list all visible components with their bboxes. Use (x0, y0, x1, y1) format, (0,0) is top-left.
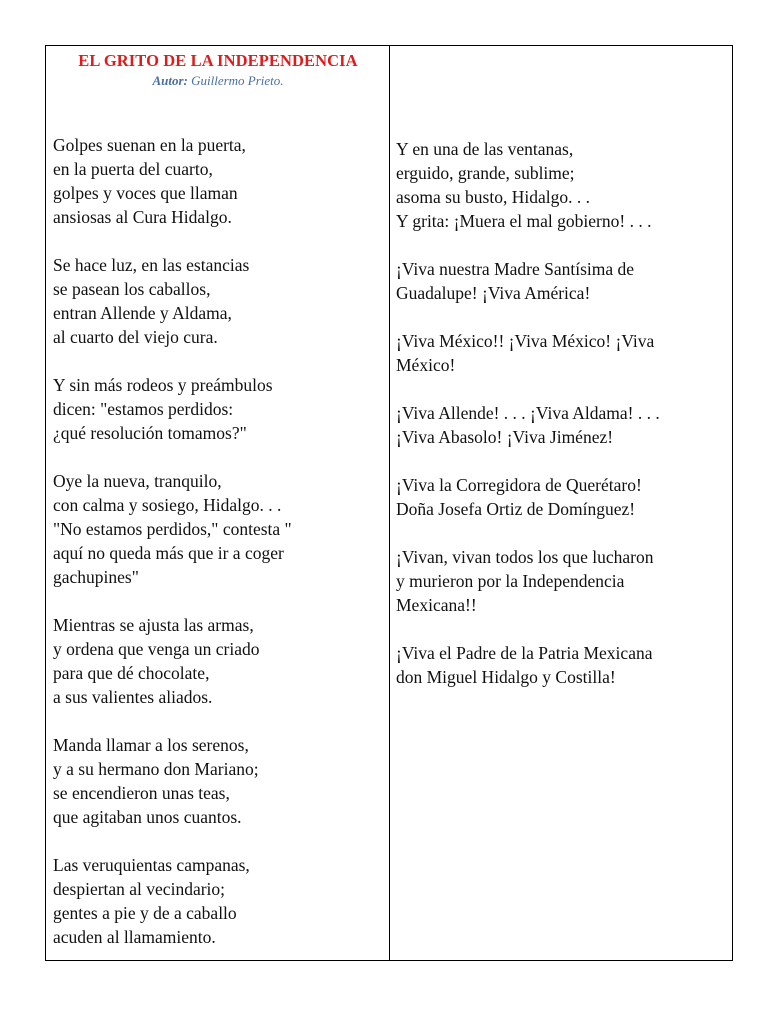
poem-line: Oye la nueva, tranquilo, (53, 471, 222, 491)
poem-table (45, 45, 733, 961)
poem-line: ¡Viva Abasolo! ¡Viva Jiménez! (396, 427, 614, 447)
poem-line: Guadalupe! ¡Viva América! (396, 283, 591, 303)
poem-line: Se hace luz, en las estancias (53, 255, 250, 275)
stanza (53, 253, 292, 349)
poem-line: se pasean los caballos, (53, 279, 211, 299)
poem-line: Y grita: ¡Muera el mal gobierno! . . . (396, 211, 652, 231)
poem-line: ¡Vivan, vivan todos los que lucharon (396, 547, 654, 567)
poem-line: con calma y sosiego, Hidalgo. . . (53, 495, 282, 515)
poem-line: ¡Viva la Corregidora de Querétaro! (396, 475, 642, 495)
poem-line: golpes y voces que llaman (53, 183, 238, 203)
poem-title: EL GRITO DE LA INDEPENDENCIA (78, 51, 358, 70)
poem-line: para que dé chocolate, (53, 663, 210, 683)
poem-line: ansiosas al Cura Hidalgo. (53, 207, 232, 227)
author-name: Guillermo Prieto. (191, 73, 284, 88)
poem-line: en la puerta del cuarto, (53, 159, 213, 179)
poem-line: a sus valientes aliados. (53, 687, 213, 707)
stanza (53, 613, 292, 709)
poem-line: Mexicana!! (396, 595, 477, 615)
poem-line: ¡Viva Allende! . . . ¡Viva Aldama! . . . (396, 403, 660, 423)
poem-line: y murieron por la Independencia (396, 571, 625, 591)
left-column (46, 46, 390, 960)
right-column (390, 46, 732, 960)
stanza (396, 329, 660, 377)
poem-line: dicen: "estamos perdidos: (53, 399, 234, 419)
left-stanzas (53, 133, 292, 973)
poem-author (46, 73, 390, 89)
poem-line: y ordena que venga un criado (53, 639, 260, 659)
poem-line: Golpes suenan en la puerta, (53, 135, 246, 155)
poem-line: ¡Viva México!! ¡Viva México! ¡Viva (396, 331, 655, 351)
poem-line: Y sin más rodeos y preámbulos (53, 375, 273, 395)
poem-line: ¡Viva el Padre de la Patria Mexicana (396, 643, 653, 663)
poem-line: acuden al llamamiento. (53, 927, 216, 947)
poem-line: se encendieron unas teas, (53, 783, 230, 803)
poem-line: despiertan al vecindario; (53, 879, 226, 899)
author-label: Autor: (152, 73, 188, 88)
poem-line: Las veruquientas campanas, (53, 855, 250, 875)
poem-line: Y en una de las ventanas, (396, 139, 574, 159)
poem-line: asoma su busto, Hidalgo. . . (396, 187, 590, 207)
poem-line: Doña Josefa Ortiz de Domínguez! (396, 499, 636, 519)
poem-line: gentes a pie y de a caballo (53, 903, 237, 923)
poem-line: erguido, grande, sublime; (396, 163, 575, 183)
poem-line: que agitaban unos cuantos. (53, 807, 242, 827)
poem-line: don Miguel Hidalgo y Costilla! (396, 667, 616, 687)
stanza (396, 401, 660, 449)
stanza (53, 469, 292, 589)
stanza (53, 733, 292, 829)
stanza (396, 545, 660, 617)
stanza (396, 257, 660, 305)
stanza (53, 373, 292, 445)
poem-line: y a su hermano don Mariano; (53, 759, 259, 779)
stanza (53, 853, 292, 949)
poem-line: ¡Viva nuestra Madre Santísima de (396, 259, 635, 279)
stanza (396, 473, 660, 521)
poem-line: México! (396, 355, 456, 375)
poem-line: "No estamos perdidos," contesta " (53, 519, 292, 539)
stanza (53, 133, 292, 229)
poem-line: entran Allende y Aldama, (53, 303, 232, 323)
poem-line: al cuarto del viejo cura. (53, 327, 218, 347)
stanza (396, 641, 660, 689)
poem-line: aquí no queda más que ir a coger (53, 543, 284, 563)
right-stanzas (396, 137, 660, 713)
poem-line: Manda llamar a los serenos, (53, 735, 249, 755)
poem-line: Mientras se ajusta las armas, (53, 615, 254, 635)
poem-line: gachupines" (53, 567, 139, 587)
stanza (396, 137, 660, 233)
poem-line: ¿qué resolución tomamos?" (53, 423, 247, 443)
